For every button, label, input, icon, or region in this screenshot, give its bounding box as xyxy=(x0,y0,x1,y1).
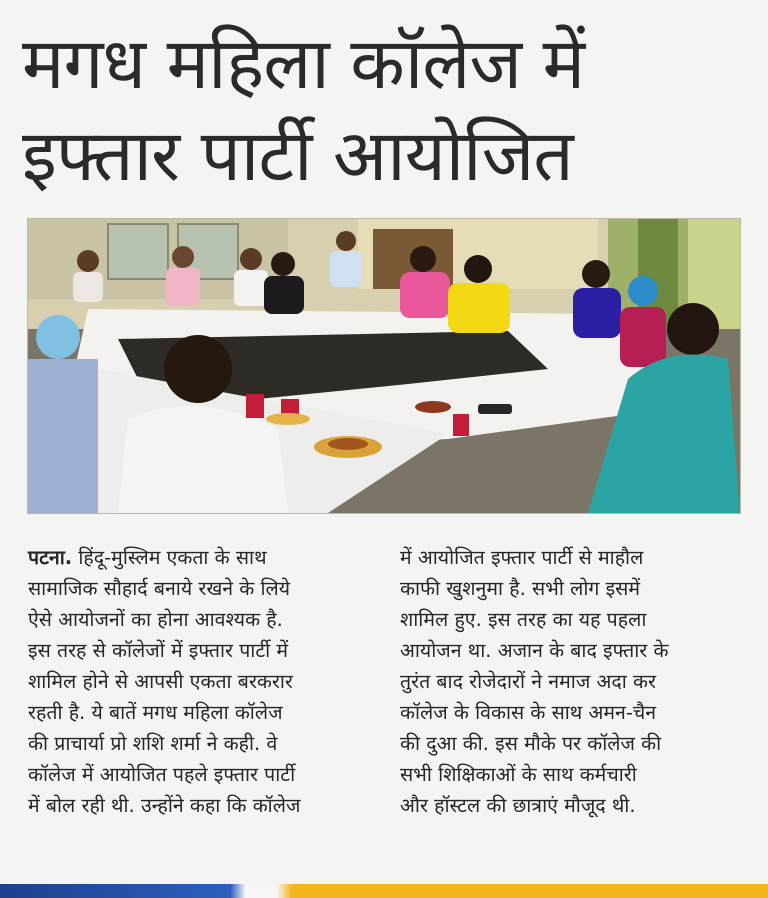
news-photo xyxy=(27,218,741,514)
article-line: सभी शिक्षिकाओं के साथ कर्मचारी xyxy=(400,763,637,786)
article-line: तुरंत बाद रोजेदारों ने नमाज अदा कर xyxy=(400,670,656,693)
article-line: शामिल हुए. इस तरह का यह पहला xyxy=(400,608,647,631)
article-line: कॉलेज में आयोजित पहले इफ्तार पार्टी xyxy=(28,763,296,786)
bottom-color-band xyxy=(0,884,768,898)
article-column-right xyxy=(400,542,740,821)
article-line: कॉलेज के विकास के साथ अमन-चैन xyxy=(400,701,657,724)
article-line: की प्राचार्या प्रो शशि शर्मा ने कही. वे xyxy=(28,732,278,755)
headline-line-2: इफ्तार पार्टी आयोजित xyxy=(22,114,573,197)
article-line: इस तरह से कॉलेजों में इफ्तार पार्टी में xyxy=(28,639,289,662)
article-line: आयोजन था. अजान के बाद इफ्तार के xyxy=(400,639,669,662)
article-line: में आयोजित इफ्तार पार्टी से माहौल xyxy=(400,546,644,569)
article-line: काफी खुशनुमा है. सभी लोग इसमें xyxy=(400,577,641,600)
article-column-left xyxy=(28,542,384,821)
article-line: रहती है. ये बातें मगध महिला कॉलेज xyxy=(28,701,283,724)
article-line: और हॉस्टल की छात्राएं मौजूद थी. xyxy=(400,794,636,817)
article-line: की दुआ की. इस मौके पर कॉलेज की xyxy=(400,732,662,755)
article-line: में बोल रही थी. उन्होंने कहा कि कॉलेज xyxy=(28,794,301,817)
article-line: सामाजिक सौहार्द बनाये रखने के लिये xyxy=(28,577,291,600)
article-line: ऐसे आयोजनों का होना आवश्यक है. xyxy=(28,608,283,631)
article-line: हिंदू-मुस्लिम एकता के साथ xyxy=(72,546,267,569)
dateline: पटना. xyxy=(28,546,73,569)
headline-line-1: मगध महिला कॉलेज में xyxy=(22,22,585,105)
article-line: शामिल होने से आपसी एकता बरकरार xyxy=(28,670,293,693)
headline xyxy=(22,18,752,202)
